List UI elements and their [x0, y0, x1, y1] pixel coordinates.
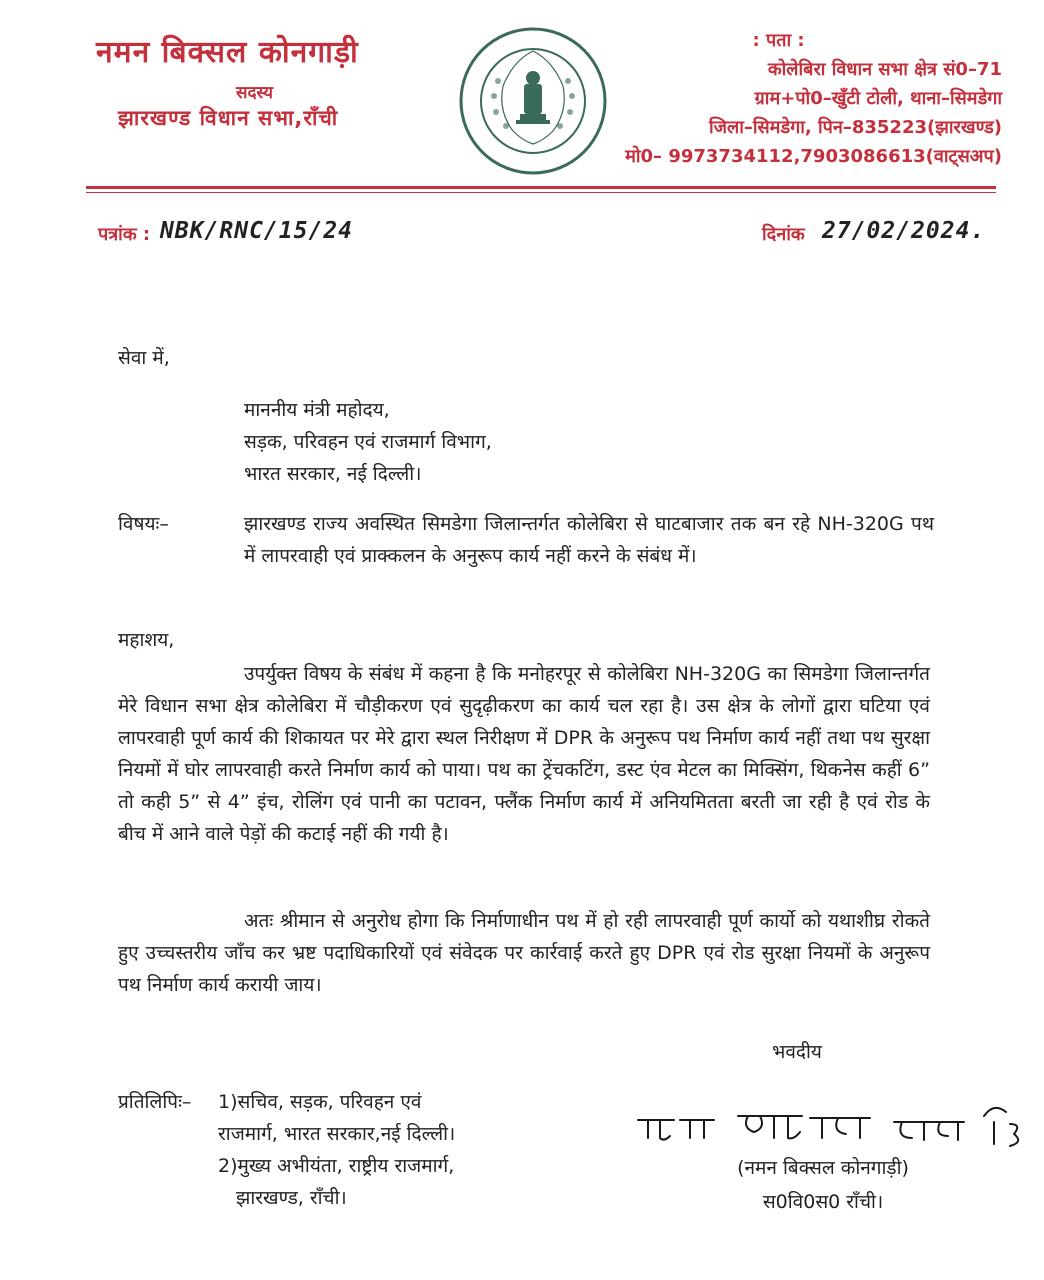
copy-item: 2)मुख्य अभीयंता, राष्ट्रीय राजमार्ग,	[218, 1155, 455, 1177]
salutation: सेवा में,	[118, 347, 170, 369]
copy-item-continued: झारखण्ड, राँची।	[236, 1187, 347, 1209]
letterhead-designation: सदस्य	[236, 83, 273, 103]
handwritten-signature-icon	[634, 1098, 1034, 1158]
header-divider	[86, 186, 996, 189]
header-divider-thin	[86, 192, 996, 193]
date-value: 27/02/2024.	[822, 218, 986, 244]
letterhead-assembly: झारखण्ड विधान सभा,राँची	[118, 106, 339, 130]
recipient-line: भारत सरकार, नई दिल्ली।	[244, 463, 422, 485]
recipient-line: सड़क, परिवहन एवं राजमार्ग विभाग,	[244, 431, 492, 453]
address-heading: : पता :	[752, 30, 805, 51]
signatory-name: (नमन बिक्सल कोनगाड़ी)	[737, 1157, 909, 1179]
greeting: महाशय,	[118, 629, 175, 651]
paragraph-2: अतः श्रीमान से अनुरोध होगा कि निर्माणाधीन पथ में हो रही लापरवाही पूर्ण कार्यो को यथाशीघ्र रोकते हुए उच्चस्तरीय जाँच कर भ्रष्ट पदाधिकारियों एवं संवेदक पर कार्रवाई करते हुए DPR एवं रोड सुरक्षा नियमों के अनुरूप पथ निर्माण कार्य करायी जाय।	[118, 910, 930, 996]
paragraph-1: उपर्युक्त विषय के संबंध में कहना है कि मनोहरपूर से कोलेबिरा NH-320G का सिमडेगा जिलान्तर्गत मेरे विधान सभा क्षेत्र कोलेबिरा में चौड़ीकरण एवं सुदृढ़ीकरण का कार्य चल रहा है। उस क्षेत्र के लोगों द्वारा घटिया एवं लापरवाही पूर्ण कार्य की शिकायत पर मेरे द्वारा स्थल निरीक्षण में DPR के अनुरूप पथ निर्माण कार्य नहीं तथा पथ सुरक्षा नियमों में घोर लापरवाही करते निर्माण कार्य को पाया। पथ का ट्रेंचकटिंग, डस्ट एंव मेटल का मिक्सिंग, थिकनेस कहीं 6” तो कही 5” से 4” इंच, रोलिंग एवं पानी का पटावन, फ्लैंक निर्माण कार्य में अनियमितता बरती जा रही है एवं रोड के बीच में आने वाले पेड़ों की कटाई नहीं की गयी है।	[118, 663, 930, 845]
letterhead-name: नमन बिक्सल कोनगाड़ी	[96, 35, 359, 70]
address-line: कोलेबिरा विधान सभा क्षेत्र सं0–71	[767, 59, 1002, 80]
reference-label: पत्रांक :	[98, 224, 151, 245]
copies-label: प्रतिलिपिः–	[118, 1091, 192, 1113]
subject-label: विषयः–	[118, 513, 169, 535]
government-seal-icon	[458, 26, 608, 176]
date-label: दिनांक	[762, 224, 805, 245]
recipient-line: माननीय मंत्री महोदय,	[244, 399, 390, 421]
copies-list	[218, 1086, 455, 1214]
signatory-title: स0वि0स0 राँची।	[762, 1191, 884, 1213]
address-line: जिला–सिमडेगा, पिन–835223(झारखण्ड)	[708, 117, 1002, 138]
letterhead-address	[625, 26, 1002, 171]
copy-item: 1)सचिव, सड़क, परिवहन एवं	[218, 1091, 422, 1113]
recipient-block	[244, 394, 492, 490]
reference-number: NBK/RNC/15/24	[160, 218, 354, 244]
address-line: ग्राम+पो0–खुँटी टोली, थाना–सिमडेगा	[754, 88, 1002, 109]
copy-item-continued: राजमार्ग, भारत सरकार,नई दिल्ली।	[218, 1123, 456, 1145]
address-line: मो0– 9973734112,7903086613(वाट्सअप)	[625, 146, 1002, 167]
subject-text: झारखण्ड राज्य अवस्थित सिमडेगा जिलान्तर्गत कोलेबिरा से घाटबाजार तक बन रहे NH-320G पथ में लापरवाही एवं प्राक्कलन के अनुरूप कार्य नहीं करने के संबंध में।	[244, 513, 934, 567]
closing: भवदीय	[772, 1041, 822, 1063]
